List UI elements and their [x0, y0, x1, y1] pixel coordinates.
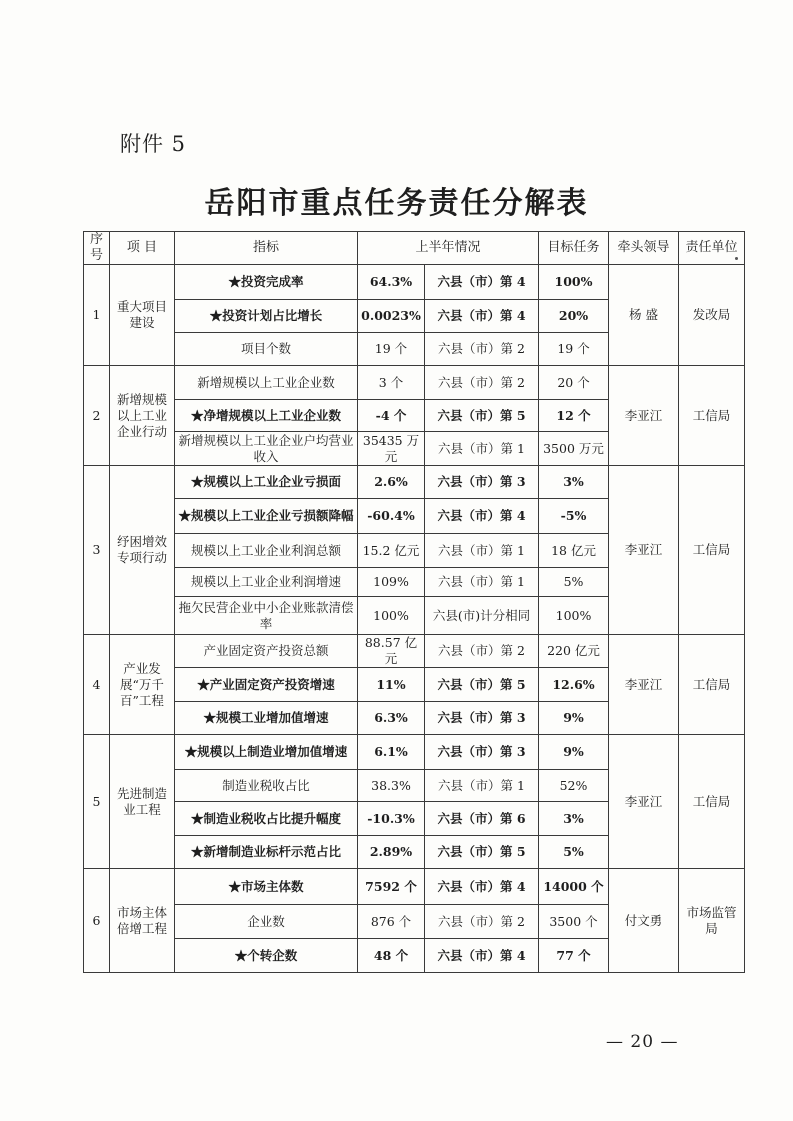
target-cell: 14000 个	[539, 869, 609, 905]
value-cell: 6.3%	[358, 702, 425, 735]
value-cell: -10.3%	[358, 802, 425, 836]
value-cell: 100%	[358, 597, 425, 635]
indicator-cell: ★规模以上工业企业亏损面	[175, 466, 358, 499]
project-cell: 新增规模以上工业企业行动	[110, 366, 175, 466]
target-cell: 5%	[539, 836, 609, 869]
rank-cell: 六县（市）第 5	[425, 668, 539, 702]
rank-cell: 六县（市）第 2	[425, 333, 539, 366]
leader-cell: 杨 盛	[609, 265, 679, 366]
rank-cell: 六县（市）第 1	[425, 534, 539, 568]
target-cell: 12.6%	[539, 668, 609, 702]
indicator-cell: ★规模工业增加值增速	[175, 702, 358, 735]
header-project: 项 目	[110, 232, 175, 265]
leader-cell: 付文勇	[609, 869, 679, 973]
target-cell: 19 个	[539, 333, 609, 366]
value-cell: 2.6%	[358, 466, 425, 499]
page-number: — 20 —	[606, 1032, 679, 1052]
indicator-cell: 制造业税收占比	[175, 770, 358, 802]
value-cell: 38.3%	[358, 770, 425, 802]
indicator-cell: ★新增制造业标杆示范占比	[175, 836, 358, 869]
indicator-cell: 规模以上工业企业利润增速	[175, 568, 358, 597]
rank-cell: 六县（市）第 2	[425, 905, 539, 939]
leader-cell: 李亚江	[609, 735, 679, 869]
rank-cell: 六县（市）第 4	[425, 939, 539, 973]
leader-cell: 李亚江	[609, 366, 679, 466]
project-cell: 市场主体倍增工程	[110, 869, 175, 973]
leader-cell: 李亚江	[609, 466, 679, 635]
rank-cell: 六县（市）第 3	[425, 735, 539, 770]
value-cell: 19 个	[358, 333, 425, 366]
header-row	[84, 232, 745, 265]
task-table-body	[84, 265, 745, 973]
table-row	[84, 466, 745, 499]
target-cell: 12 个	[539, 400, 609, 432]
indicator-cell: 拖欠民营企业中小企业账款清偿率	[175, 597, 358, 635]
unit-cell: 工信局	[679, 466, 745, 635]
header-unit: 责任单位	[679, 232, 745, 265]
table-row	[84, 265, 745, 300]
target-cell: 100%	[539, 265, 609, 300]
table-row	[84, 635, 745, 668]
target-cell: -5%	[539, 499, 609, 534]
indicator-cell: ★投资完成率	[175, 265, 358, 300]
rank-cell: 六县（市）第 1	[425, 432, 539, 466]
rank-cell: 六县（市）第 4	[425, 499, 539, 534]
indicator-cell: 新增规模以上工业企业数	[175, 366, 358, 400]
indicator-cell: ★制造业税收占比提升幅度	[175, 802, 358, 836]
indicator-cell: 规模以上工业企业利润总额	[175, 534, 358, 568]
target-cell: 20%	[539, 300, 609, 333]
target-cell: 5%	[539, 568, 609, 597]
target-cell: 3%	[539, 466, 609, 499]
attachment-label: 附件 5	[120, 132, 187, 156]
target-cell: 100%	[539, 597, 609, 635]
value-cell: 7592 个	[358, 869, 425, 905]
rank-cell: 六县（市）第 3	[425, 466, 539, 499]
table-row	[84, 869, 745, 905]
indicator-cell: 新增规模以上工业企业户均营业收入	[175, 432, 358, 466]
header-leader: 牵头领导	[609, 232, 679, 265]
header-target: 目标任务	[539, 232, 609, 265]
value-cell: 88.57 亿元	[358, 635, 425, 668]
target-cell: 77 个	[539, 939, 609, 973]
document-title: 岳阳市重点任务责任分解表	[204, 186, 589, 221]
value-cell: 876 个	[358, 905, 425, 939]
indicator-cell: ★规模以上制造业增加值增速	[175, 735, 358, 770]
unit-cell: 工信局	[679, 635, 745, 735]
value-cell: 15.2 亿元	[358, 534, 425, 568]
rank-cell: 六县（市）第 1	[425, 770, 539, 802]
indicator-cell: ★净增规模以上工业企业数	[175, 400, 358, 432]
target-cell: 18 亿元	[539, 534, 609, 568]
indicator-cell: ★规模以上工业企业亏损额降幅	[175, 499, 358, 534]
target-cell: 3500 万元	[539, 432, 609, 466]
rank-cell: 六县（市）第 4	[425, 265, 539, 300]
rank-cell: 六县(市)计分相同	[425, 597, 539, 635]
indicator-cell: ★投资计划占比增长	[175, 300, 358, 333]
indicator-cell: 产业固定资产投资总额	[175, 635, 358, 668]
unit-cell: 发改局	[679, 265, 745, 366]
rank-cell: 六县（市）第 1	[425, 568, 539, 597]
value-cell: 35435 万元	[358, 432, 425, 466]
unit-cell: 工信局	[679, 366, 745, 466]
indicator-cell: ★个转企数	[175, 939, 358, 973]
value-cell: 11%	[358, 668, 425, 702]
header-first-half: 上半年情况	[358, 232, 539, 265]
target-cell: 20 个	[539, 366, 609, 400]
target-cell: 3500 个	[539, 905, 609, 939]
rank-cell: 六县（市）第 5	[425, 836, 539, 869]
seq-cell: 2	[84, 366, 110, 466]
target-cell: 9%	[539, 702, 609, 735]
indicator-cell: ★产业固定资产投资增速	[175, 668, 358, 702]
value-cell: 109%	[358, 568, 425, 597]
seq-cell: 1	[84, 265, 110, 366]
value-cell: 2.89%	[358, 836, 425, 869]
project-cell: 产业发展“万千百”工程	[110, 635, 175, 735]
value-cell: 48 个	[358, 939, 425, 973]
rank-cell: 六县（市）第 4	[425, 300, 539, 333]
indicator-cell: 项目个数	[175, 333, 358, 366]
value-cell: 6.1%	[358, 735, 425, 770]
indicator-cell: ★市场主体数	[175, 869, 358, 905]
unit-cell: 市场监管局	[679, 869, 745, 973]
target-cell: 9%	[539, 735, 609, 770]
header-seq: 序号	[84, 232, 110, 265]
value-cell: 64.3%	[358, 265, 425, 300]
project-cell: 纾困增效专项行动	[110, 466, 175, 635]
value-cell: -60.4%	[358, 499, 425, 534]
project-cell: 先进制造业工程	[110, 735, 175, 869]
rank-cell: 六县（市）第 5	[425, 400, 539, 432]
seq-cell: 4	[84, 635, 110, 735]
indicator-cell: 企业数	[175, 905, 358, 939]
project-cell: 重大项目建设	[110, 265, 175, 366]
task-table	[83, 231, 745, 973]
rank-cell: 六县（市）第 2	[425, 635, 539, 668]
target-cell: 3%	[539, 802, 609, 836]
table-row	[84, 735, 745, 770]
header-indicator: 指标	[175, 232, 358, 265]
leader-cell: 李亚江	[609, 635, 679, 735]
target-cell: 220 亿元	[539, 635, 609, 668]
target-cell: 52%	[539, 770, 609, 802]
rank-cell: 六县（市）第 4	[425, 869, 539, 905]
scan-dot	[735, 257, 738, 260]
value-cell: -4 个	[358, 400, 425, 432]
seq-cell: 6	[84, 869, 110, 973]
value-cell: 0.0023%	[358, 300, 425, 333]
seq-cell: 5	[84, 735, 110, 869]
rank-cell: 六县（市）第 3	[425, 702, 539, 735]
value-cell: 3 个	[358, 366, 425, 400]
seq-cell: 3	[84, 466, 110, 635]
table-row	[84, 366, 745, 400]
rank-cell: 六县（市）第 6	[425, 802, 539, 836]
rank-cell: 六县（市）第 2	[425, 366, 539, 400]
unit-cell: 工信局	[679, 735, 745, 869]
